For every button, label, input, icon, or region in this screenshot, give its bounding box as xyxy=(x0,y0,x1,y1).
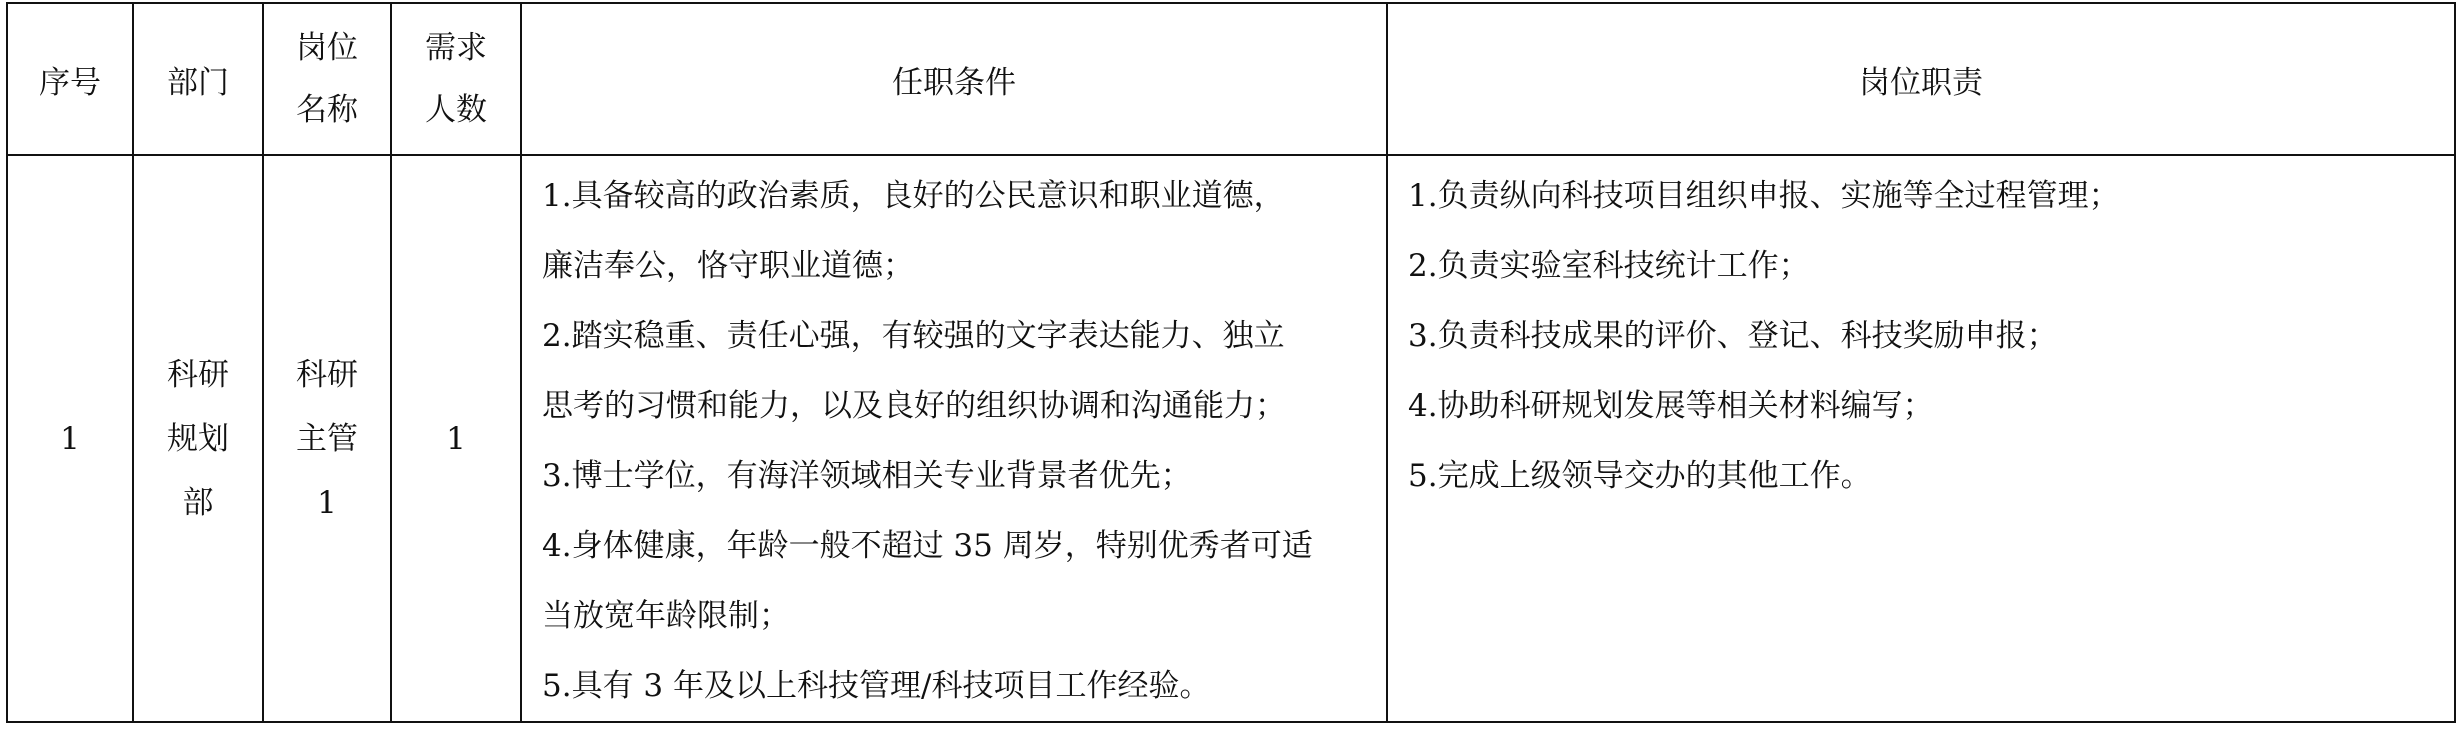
requirement-line: 思考的习惯和能力，以及良好的组织协调和沟通能力； xyxy=(542,388,1286,424)
row-requirements-cell xyxy=(521,155,1387,722)
row-seq-cell xyxy=(7,155,133,722)
header-seq xyxy=(7,3,133,155)
table-row xyxy=(7,155,2455,722)
requirement-line: 廉洁奉公，恪守职业道德； xyxy=(542,248,914,284)
requirement-line: 当放宽年龄限制； xyxy=(542,598,790,634)
requirement-line: 5.具有 3 年及以上科技管理/科技项目工作经验。 xyxy=(542,668,1211,704)
row-seq: 1 xyxy=(60,420,80,457)
duty-line: 5.完成上级领导交办的其他工作。 xyxy=(1408,458,1872,494)
row-position-cell xyxy=(263,155,391,722)
requirements-list xyxy=(522,156,1386,721)
header-requirements-label: 任职条件 xyxy=(892,64,1016,101)
header-requirements xyxy=(521,3,1387,155)
header-position xyxy=(263,3,391,155)
requirement-line: 3.博士学位，有海洋领域相关专业背景者优先； xyxy=(542,458,1192,494)
row-position-line2: 主管 xyxy=(296,420,358,457)
duty-line: 2.负责实验室科技统计工作； xyxy=(1408,248,1810,284)
row-dept-line3: 部 xyxy=(182,484,214,521)
header-headcount xyxy=(391,3,521,155)
header-duties xyxy=(1387,3,2455,155)
header-seq-label: 序号 xyxy=(39,64,101,101)
table-header-row xyxy=(7,3,2455,155)
duty-line: 4.协助科研规划发展等相关材料编写； xyxy=(1408,388,1934,424)
duty-line: 1.负责纵向科技项目组织申报、实施等全过程管理； xyxy=(1408,178,2120,214)
duties-list xyxy=(1388,156,2454,511)
row-duties-cell xyxy=(1387,155,2455,722)
header-dept-label: 部门 xyxy=(167,64,229,101)
row-position-line1: 科研 xyxy=(296,356,358,393)
duty-line: 3.负责科技成果的评价、登记、科技奖励申报； xyxy=(1408,318,2058,354)
row-headcount: 1 xyxy=(446,420,466,457)
requirement-line: 2.踏实稳重、责任心强，有较强的文字表达能力、独立 xyxy=(542,318,1285,354)
header-dept xyxy=(133,3,263,155)
header-position-line2: 名称 xyxy=(296,92,358,128)
row-dept-line2: 规划 xyxy=(167,420,229,457)
header-headcount-line1: 需求 xyxy=(425,30,487,66)
header-duties-label: 岗位职责 xyxy=(1859,64,1983,101)
requirement-line: 1.具备较高的政治素质，良好的公民意识和职业道德， xyxy=(542,178,1285,214)
row-dept-cell xyxy=(133,155,263,722)
row-dept-line1: 科研 xyxy=(167,356,229,393)
requirement-line: 4.身体健康，年龄一般不超过 35 周岁，特别优秀者可适 xyxy=(542,528,1313,564)
row-headcount-cell xyxy=(391,155,521,722)
row-position-line3: 1 xyxy=(317,484,337,521)
header-headcount-line2: 人数 xyxy=(425,92,487,128)
header-position-line1: 岗位 xyxy=(296,30,358,66)
recruitment-table xyxy=(6,2,2456,723)
